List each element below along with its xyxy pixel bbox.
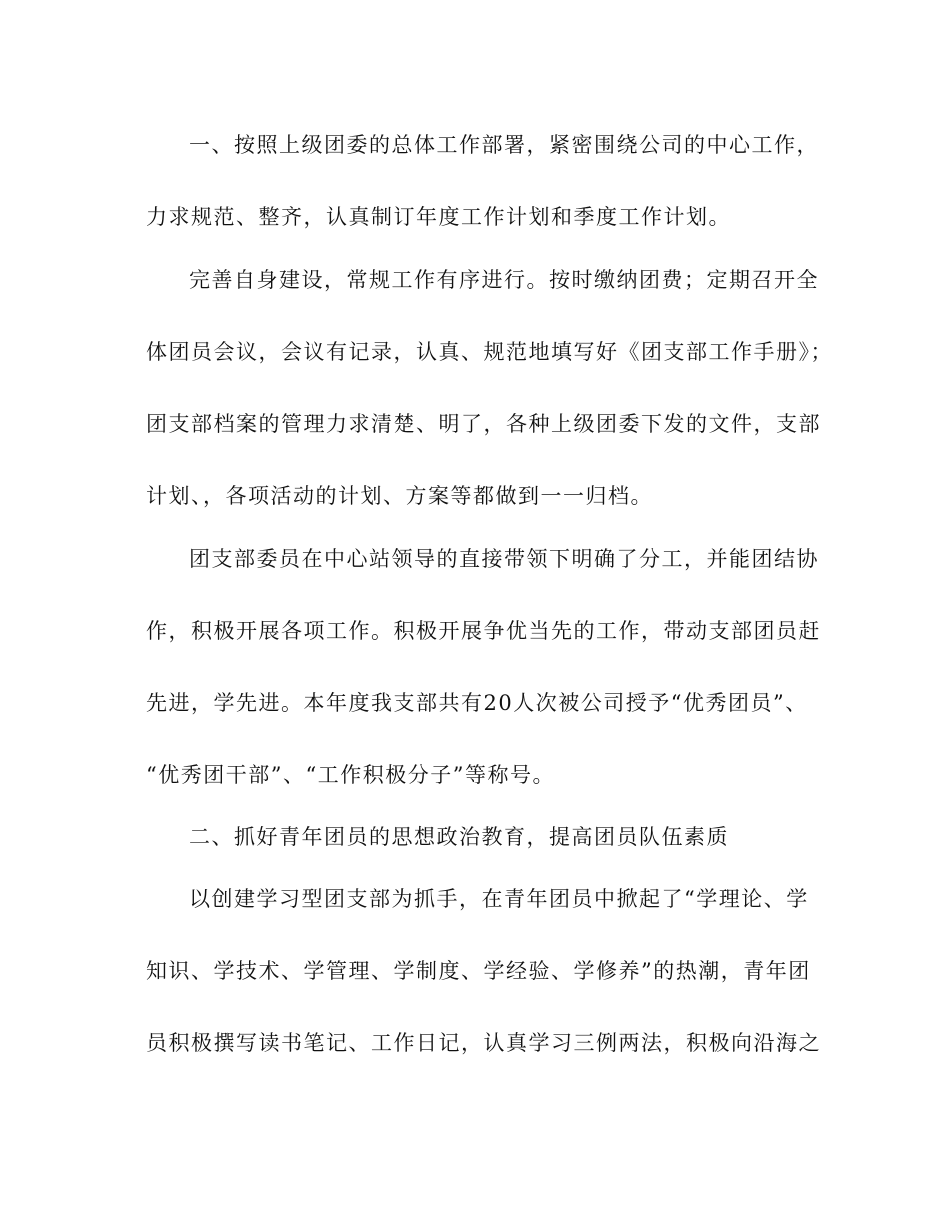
paragraph-line: 团支部委员在中心站领导的直接带领下明确了分工，并能团结协: [189, 547, 819, 571]
paragraph-line: 计划、，各项活动的计划、方案等都做到一一归档。: [146, 484, 653, 508]
paragraph-line: 作，积极开展各项工作。积极开展争优当先的工作，带动支部团员赶: [146, 619, 821, 643]
paragraph-line: 力求规范、整齐，认真制订年度工作计划和季度工作计划。: [146, 205, 731, 229]
paragraph-line: 以创建学习型团支部为抓手，在青年团员中掀起了“学理论、学: [189, 887, 809, 911]
section-heading: 二、抓好青年团员的思想政治教育，提高团员队伍素质: [189, 825, 729, 849]
paragraph-line: 体团员会议，会议有记录，认真、规范地填写好《团支部工作手册》；: [146, 340, 833, 364]
paragraph-line: 一、按照上级团委的总体工作部署，紧密围绕公司的中心工作，: [189, 133, 819, 157]
paragraph-line: 知识、学技术、学管理、学制度、学经验、学修养”的热潮，青年团: [146, 959, 811, 983]
paragraph-line: 完善自身建设，常规工作有序进行。按时缴纳团费；定期召开全: [189, 268, 819, 292]
paragraph-line: 团支部档案的管理力求清楚、明了，各种上级团委下发的文件，支部: [146, 412, 821, 436]
paragraph-line: 先进，学先进。本年度我支部共有20人次被公司授予“优秀团员”、: [146, 691, 808, 715]
paragraph-line: 员积极撰写读书笔记、工作日记，认真学习三例两法，积极向沿海之: [146, 1031, 821, 1055]
paragraph-line: “优秀团干部”、“工作积极分子”等称号。: [146, 763, 555, 787]
